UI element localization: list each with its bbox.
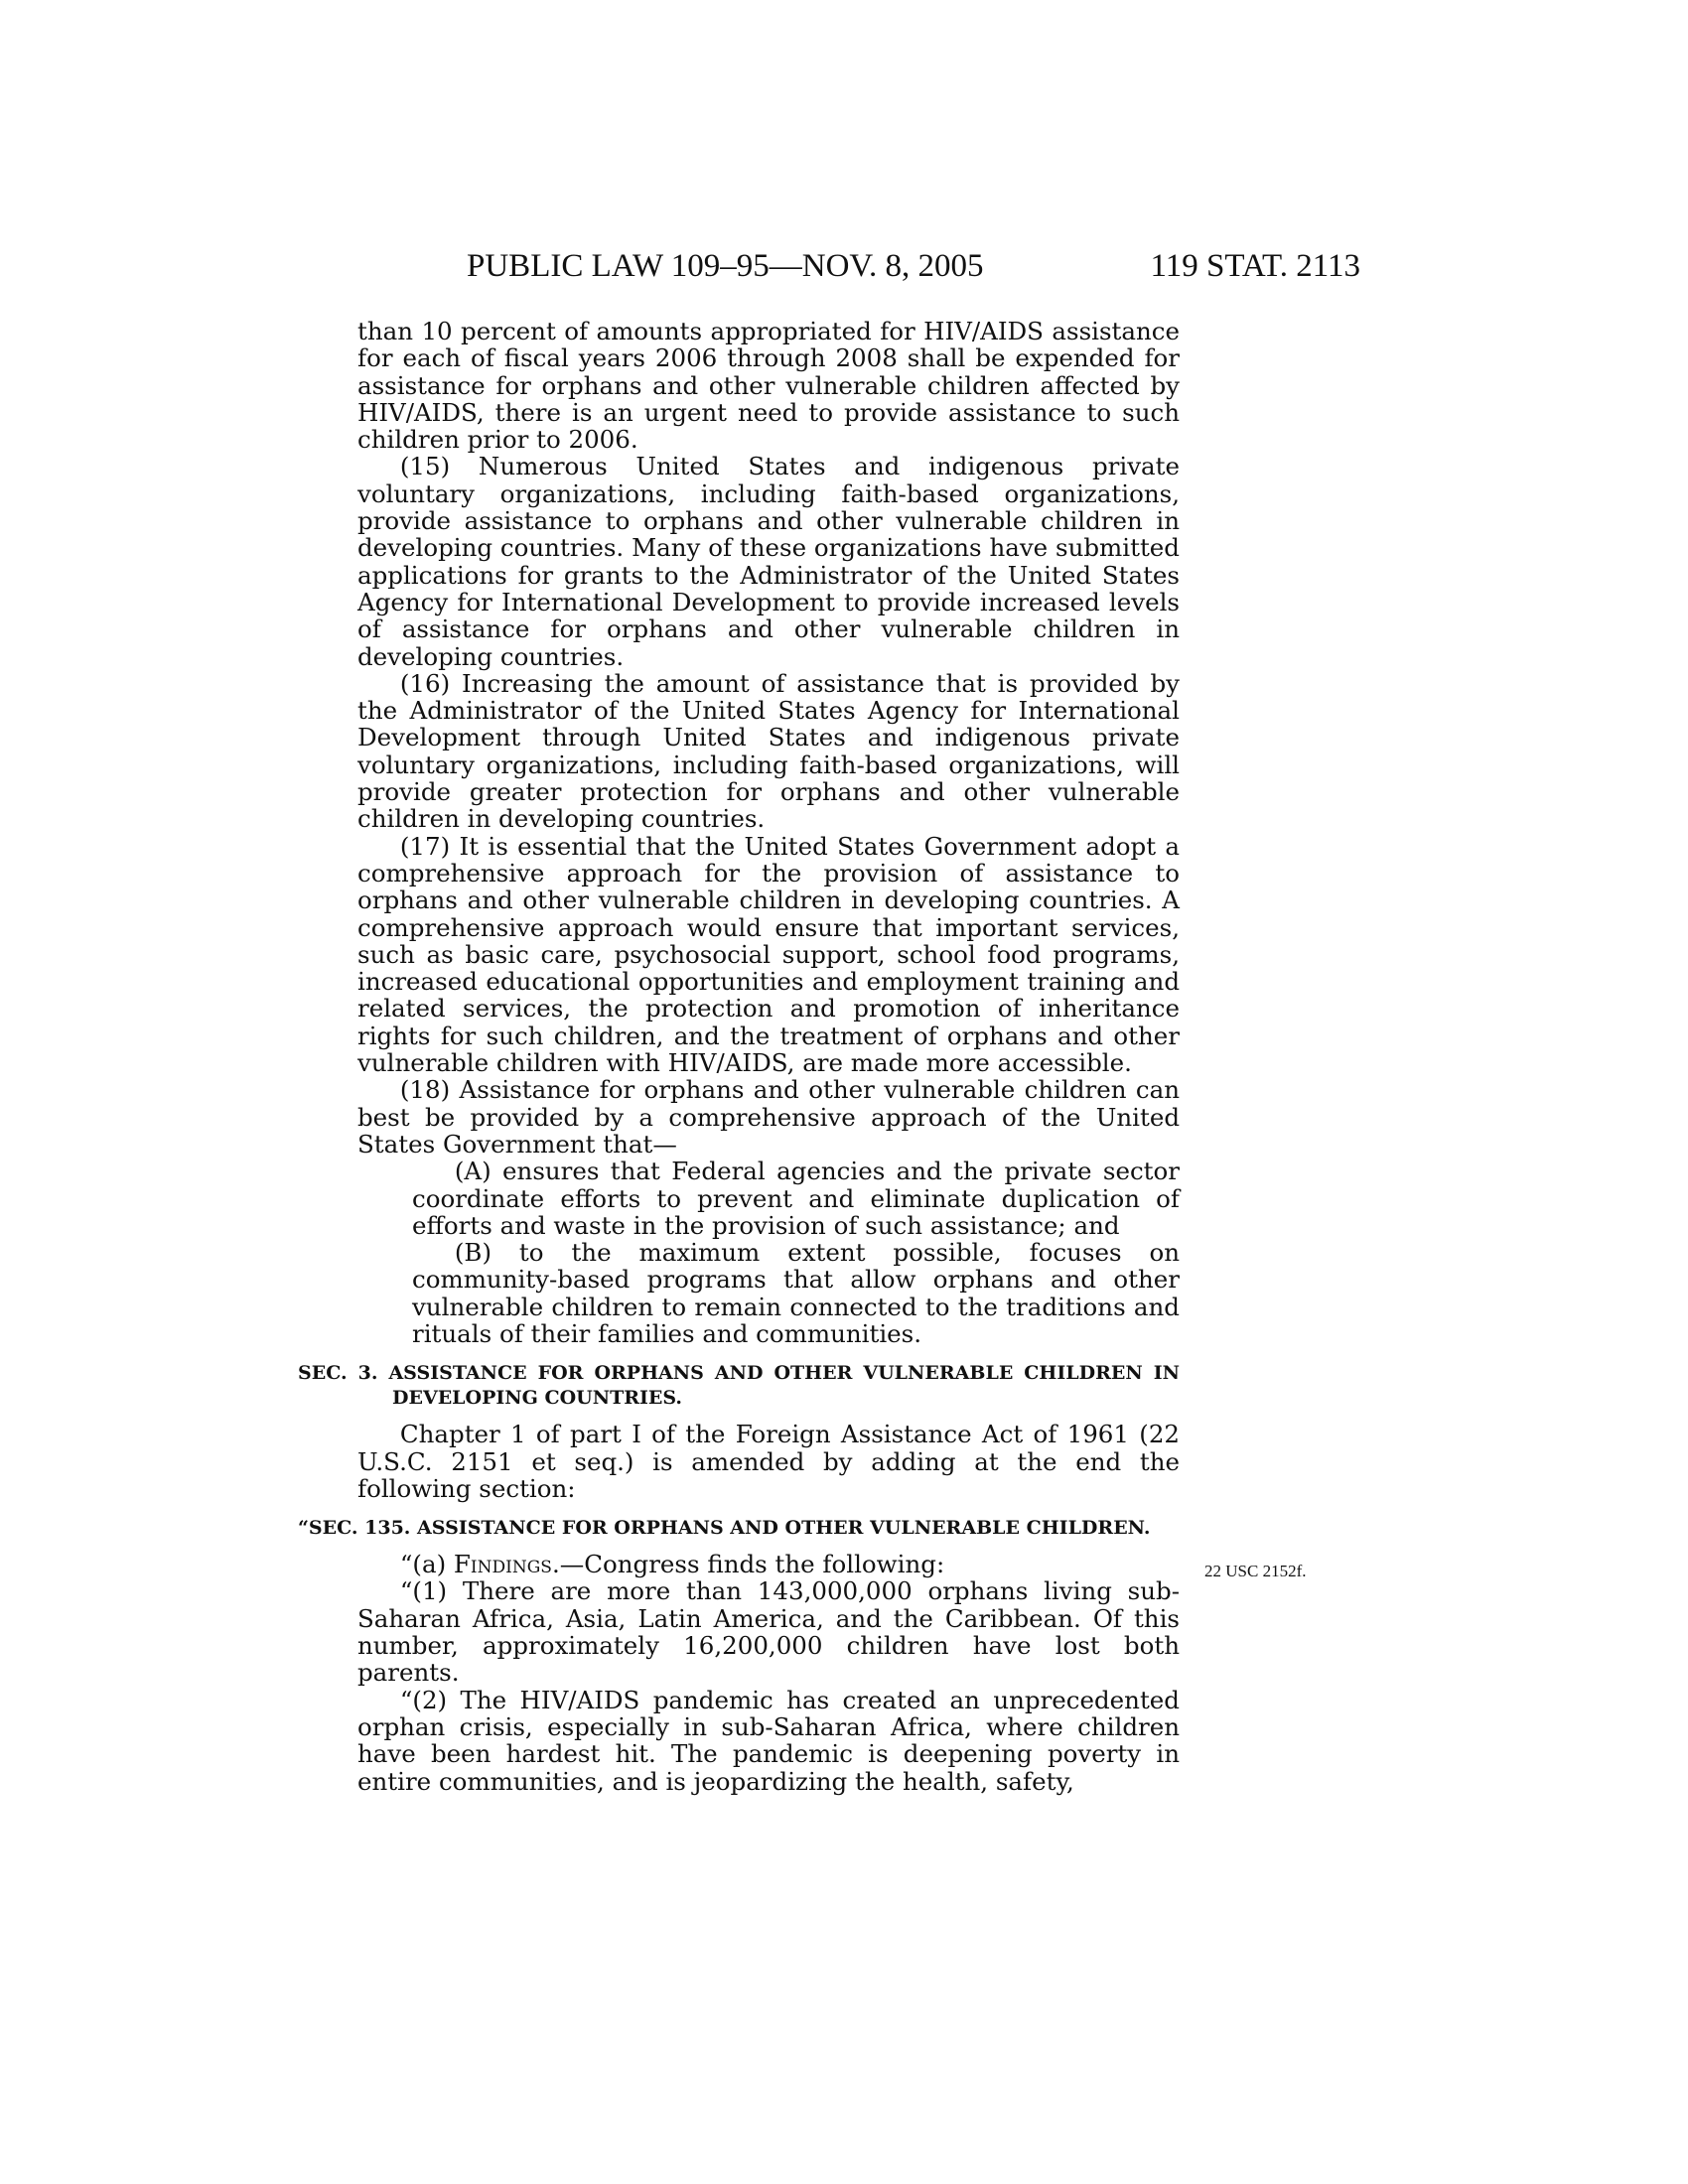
finding-1: “(1) There are more than 143,000,000 orphans living sub-Saharan Africa, Asia, Latin America, and the Caribbean. Of this number, approximately 16,200,000 children have lost both parents. <box>357 1576 1180 1688</box>
findings-heading <box>357 1551 1180 1577</box>
paragraph-14-continued: than 10 percent of amounts appropriated for HIV/AIDS assistance for each of fiscal years 2006 through 2008 shall be expended for assistance for orphans and other vulnerable children affected by HIV/AIDS, there is an urgent need to provide assistance to such children prior to 2006. <box>357 317 1180 455</box>
findings-label: Findings <box>453 1550 552 1579</box>
paragraph-16: (16) Increasing the amount of assistance that is provided by the Administrator of the United States Agency for International Development through United States and indigenous private voluntary organizations, including faith-based organizations, will provide greater protection for orphans and other vulnerable children in developing countries. <box>357 668 1180 834</box>
findings-rest: .—Congress finds the following: <box>551 1550 945 1579</box>
section-3-text: Chapter 1 of part I of the Foreign Assistance Act of 1961 (22 U.S.C. 2151 et seq.) is amended by adding at the end the following section: <box>357 1420 1180 1503</box>
running-head <box>467 248 1360 288</box>
page-body <box>298 317 1180 1796</box>
paragraph-15: (15) Numerous United States and indigenous private voluntary organizations, including faith-based organizations, provide assistance to orphans and other vulnerable children in developing countries. Many of these organizations have submitted applications for grants to the Administrator of the United States Agency for International Development to provide increased levels of assistance for orphans and other vulnerable children in developing countries. <box>357 452 1180 671</box>
law-title: PUBLIC LAW 109–95—NOV. 8, 2005 <box>467 248 984 284</box>
paragraph-17: (17) It is essential that the United States Government adopt a comprehensive approach for the provision of assistance to orphans and other vulnerable children in developing countries. A comprehensive approach would ensure that important services, such as basic care, psychosocial support, school food programs, increased educational opportunities and employment training and related services, the protection and promotion of inheritance rights for such children, and the treatment of orphans and other vulnerable children with HIV/AIDS, are made more accessible. <box>357 831 1180 1078</box>
finding-2: “(2) The HIV/AIDS pandemic has created an unprecedented orphan crisis, especially in sub-Saharan Africa, where children have been hardest hit. The pandemic is deepening poverty in entire communities, and is jeopardizing the health, safety, <box>357 1685 1180 1796</box>
paragraph-18-b: (B) to the maximum extent possible, focuses on community-based programs that allow orphans and other vulnerable children to remain connected to the traditions and rituals of their families and communities. <box>412 1238 1180 1348</box>
findings-prefix: “(a) <box>399 1550 454 1579</box>
usc-margin-note: 22 USC 2152f. <box>1204 1562 1307 1580</box>
section-135-heading: “SEC. 135. ASSISTANCE FOR ORPHANS AND OTHER VULNERABLE CHILDREN. <box>298 1517 1151 1540</box>
section-3-heading: SEC. 3. ASSISTANCE FOR ORPHANS AND OTHER VULNERABLE CHILDREN IN DEVELOPING COUNTRIES. <box>298 1362 1180 1410</box>
stat-page-number: 119 STAT. 2113 <box>1150 248 1360 284</box>
paragraph-18-a: (A) ensures that Federal agencies and the private sector coordinate efforts to prevent and eliminate duplication of efforts and waste in the provision of such assistance; and <box>412 1157 1180 1240</box>
paragraph-18: (18) Assistance for orphans and other vulnerable children can best be provided by a comprehensive approach of the United States Government that— <box>357 1075 1180 1159</box>
